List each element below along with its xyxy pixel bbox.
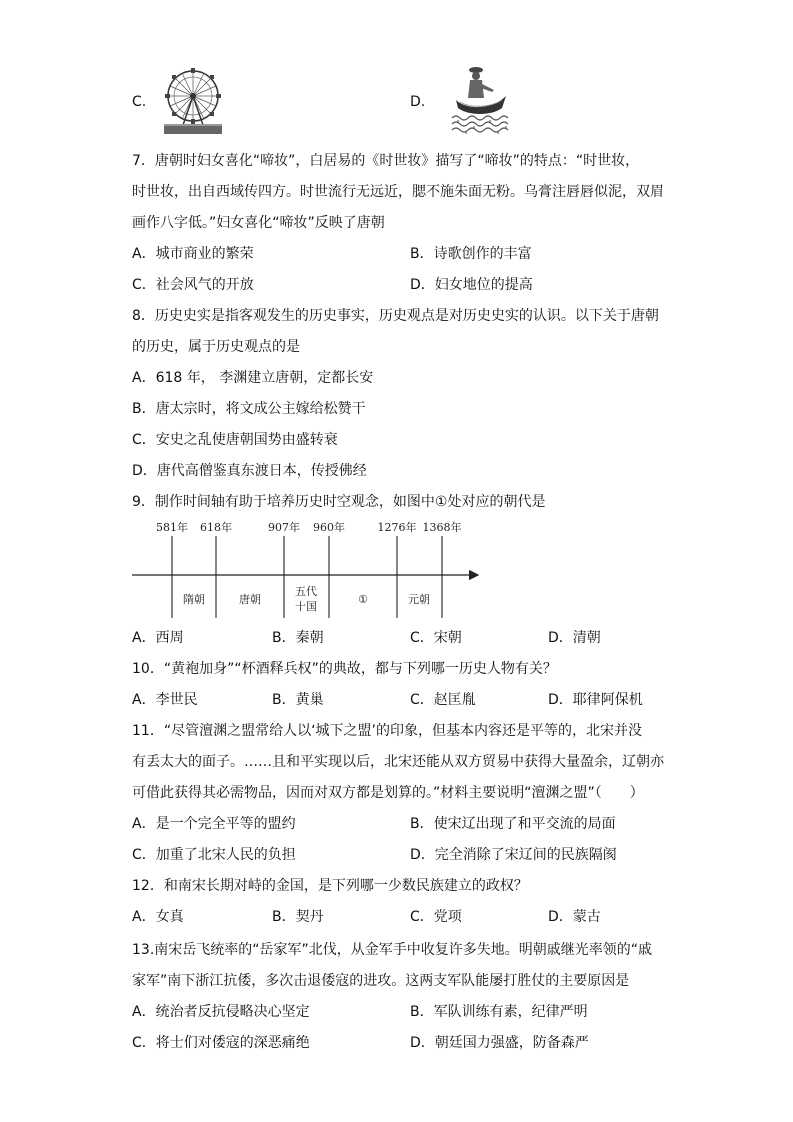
timeline-year-label: 618年 <box>200 521 232 534</box>
q13-option-a[interactable]: A．统治者反抗侵略决心坚定 <box>132 1004 310 1020</box>
q10-option-d[interactable]: D．耶律阿保机 <box>548 692 643 708</box>
q12-option-d[interactable]: D．蒙古 <box>548 909 601 925</box>
timeline-diagram <box>132 520 492 620</box>
ferris-wheel-icon <box>162 66 224 136</box>
timeline-year-label: 907年 <box>268 521 300 534</box>
q7-stem-line-2: 时世妆，出自西域传四方。时世流行无远近，腮不施朱面无粉。乌膏注唇唇似泥，双眉 <box>132 184 664 200</box>
q12-option-c[interactable]: C．党项 <box>410 909 462 925</box>
q10-option-b[interactable]: B．黄巢 <box>272 692 324 708</box>
q10-option-a[interactable]: A．李世民 <box>132 692 198 708</box>
q8-stem-line-1: 8．历史史实是指客观发生的历史事实，历史观点是对历史史实的认识。以下关于唐朝 <box>132 308 659 324</box>
timeline-period-tang: 唐朝 <box>239 593 261 606</box>
timeline-year-label: 581年 <box>156 521 188 534</box>
q11-stem-line-3: 可借此获得其必需物品，因而对双方都是划算的。”材料主要说明“澶渊之盟”（ ） <box>132 785 644 801</box>
q9-option-c[interactable]: C．宋朝 <box>410 630 462 646</box>
q11-option-d[interactable]: D．完全消除了宋辽间的民族隔阂 <box>410 847 617 863</box>
timeline-year-label: 1368年 <box>422 521 462 534</box>
q11-option-c[interactable]: C．加重了北宋人民的负担 <box>132 847 296 863</box>
q7-option-a[interactable]: A．城市商业的繁荣 <box>132 246 254 262</box>
q6-option-c-letter[interactable]: C. <box>132 94 147 110</box>
q11-stem-line-2: 有丢太大的面子。……且和平实现以后，北宋还能从双方贸易中获得大量盈余，辽朝亦 <box>132 754 664 770</box>
q9-option-b[interactable]: B．秦朝 <box>272 630 324 646</box>
q13-stem-line-2: 家军”南下浙江抗倭，多次击退倭寇的进攻。这两支军队能屡打胜仗的主要原因是 <box>132 973 630 989</box>
boat-rider-icon <box>448 64 514 136</box>
q9-option-d[interactable]: D．清朝 <box>548 630 601 646</box>
timeline-year-label: 1276年 <box>377 521 417 534</box>
q10-option-c[interactable]: C．赵匡胤 <box>410 692 476 708</box>
q8-option-a[interactable]: A．618 年， 李渊建立唐朝，定都长安 <box>132 370 374 386</box>
q6-option-d-letter[interactable]: D. <box>410 94 426 110</box>
timeline-year-label: 960年 <box>313 521 345 534</box>
q11-option-a[interactable]: A．是一个完全平等的盟约 <box>132 816 296 832</box>
q8-option-c[interactable]: C．安史之乱使唐朝国势由盛转衰 <box>132 432 338 448</box>
timeline-period-shiguo: 十国 <box>295 600 317 613</box>
q7-stem-line-3: 画作八字低。”妇女喜化“啼妆”反映了唐朝 <box>132 215 385 231</box>
q12-stem-line-1: 12．和南宋长期对峙的金国，是下列哪一少数民族建立的政权？ <box>132 878 528 894</box>
q12-option-a[interactable]: A．女真 <box>132 909 184 925</box>
q8-option-b[interactable]: B．唐太宗时，将文成公主嫁给松赞干 <box>132 401 366 417</box>
q13-stem-line-1: 13.南宋岳飞统率的“岳家军”北伐，从金军手中收复许多失地。明朝戚继光率领的“戚 <box>132 942 653 958</box>
timeline-period-yuan: 元朝 <box>408 593 430 606</box>
q13-option-d[interactable]: D．朝廷国力强盛，防备森严 <box>410 1035 589 1051</box>
timeline-period-blank: ① <box>358 593 368 606</box>
q11-stem-line-1: 11．“尽管澶渊之盟常给人以‘城下之盟’的印象，但基本内容还是平等的，北宋并没 <box>132 723 642 739</box>
q7-option-c[interactable]: C．社会风气的开放 <box>132 277 254 293</box>
q8-option-d[interactable]: D．唐代高僧鉴真东渡日本，传授佛经 <box>132 463 367 479</box>
q13-option-c[interactable]: C．将士们对倭寇的深恶痛绝 <box>132 1035 310 1051</box>
q9-stem-line-1: 9．制作时间轴有助于培养历史时空观念，如图中①处对应的朝代是 <box>132 494 546 510</box>
q7-stem-line-1: 7．唐朝时妇女喜化“啼妆”，白居易的《时世妆》描写了“啼妆”的特点：“时世妆， <box>132 153 640 169</box>
timeline-period-sui: 隋朝 <box>183 593 205 606</box>
q8-stem-line-2: 的历史，属于历史观点的是 <box>132 339 300 355</box>
q13-option-b[interactable]: B．军队训练有素，纪律严明 <box>410 1004 588 1020</box>
q12-option-b[interactable]: B．契丹 <box>272 909 324 925</box>
q7-option-b[interactable]: B．诗歌创作的丰富 <box>410 246 532 262</box>
q10-stem-line-1: 10．“黄袍加身”“杯酒释兵权”的典故，都与下列哪一历史人物有关？ <box>132 661 557 677</box>
timeline-period-wudai: 五代 <box>295 585 317 598</box>
q9-option-a[interactable]: A．西周 <box>132 630 184 646</box>
q7-option-d[interactable]: D．妇女地位的提高 <box>410 277 533 293</box>
q11-option-b[interactable]: B．使宋辽出现了和平交流的局面 <box>410 816 616 832</box>
